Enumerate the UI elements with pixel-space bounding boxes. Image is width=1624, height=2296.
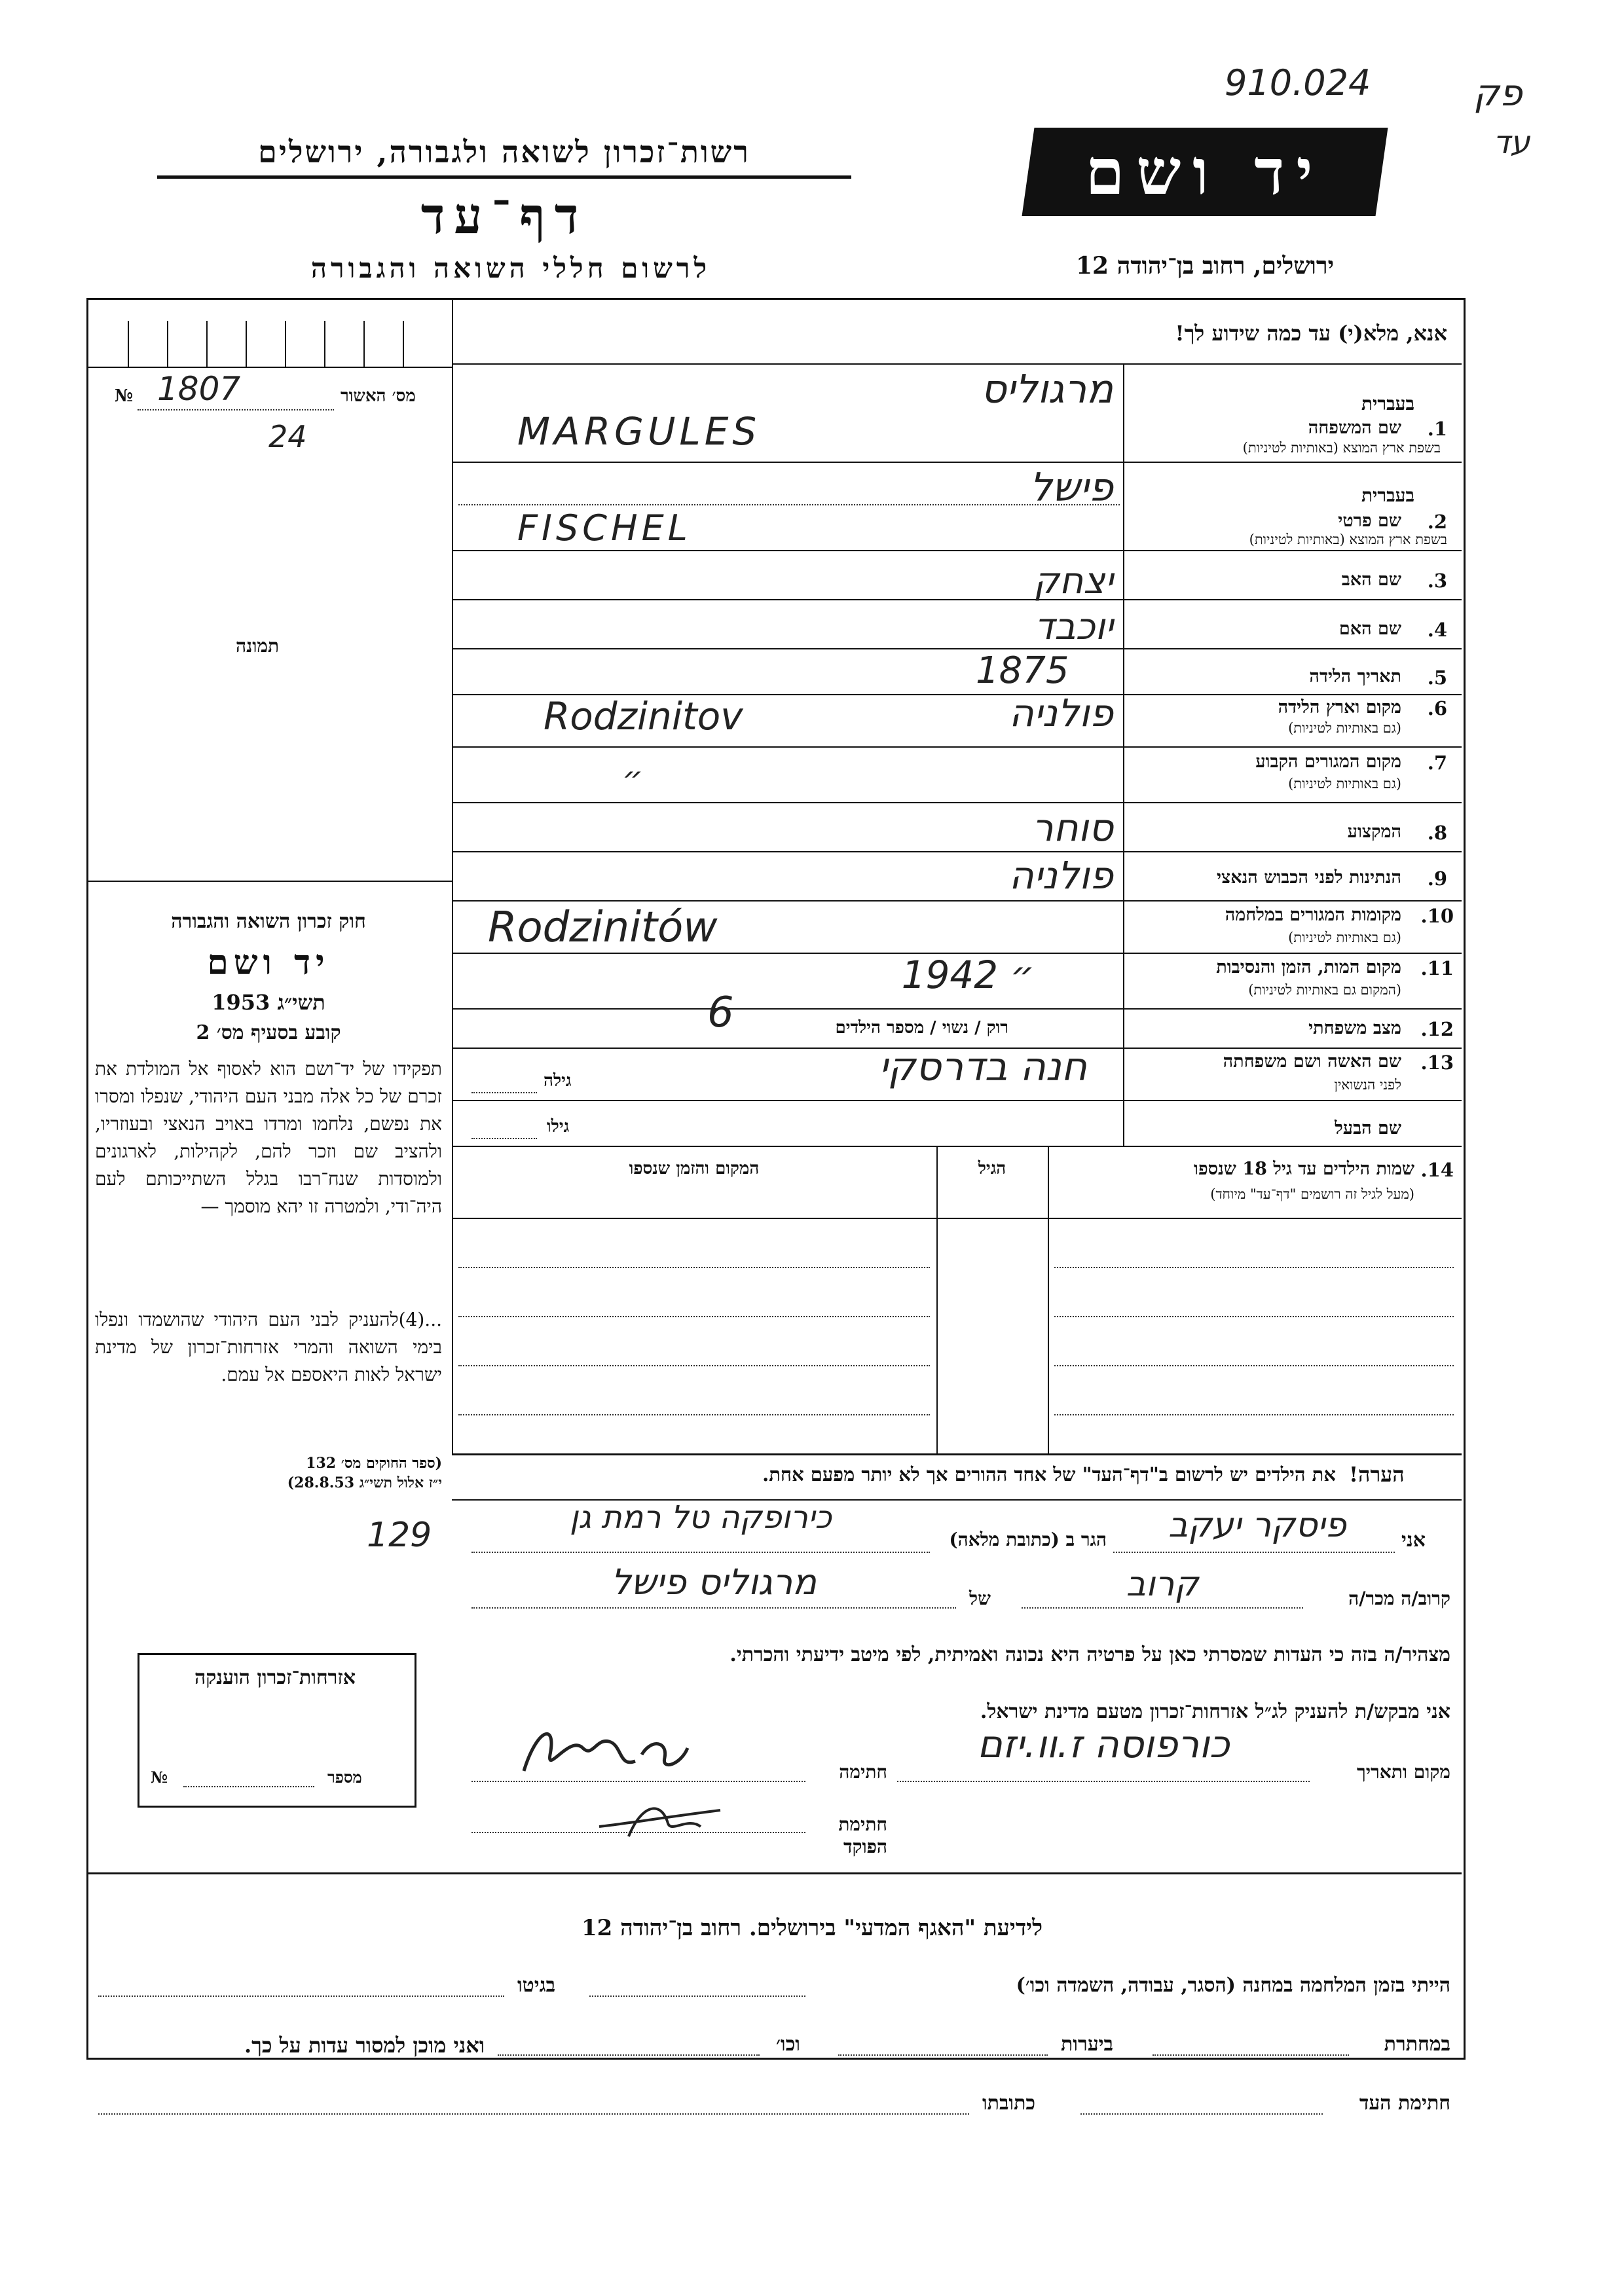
- field-7-sub: (גם באותיות לטיניות): [1288, 776, 1401, 792]
- footer-underground: במחתרת: [1384, 2033, 1450, 2056]
- decl-place-date: מקום ותאריך: [1356, 1761, 1450, 1783]
- field-13-sub: לפני הנשואין: [1334, 1077, 1401, 1093]
- field-2-value-heb: פישל: [1029, 465, 1113, 511]
- field-2-number: 2.: [1427, 511, 1447, 533]
- decl-of-value: מרגוליס פישל: [611, 1561, 817, 1603]
- husband-age-label: גילו: [547, 1117, 570, 1137]
- decl-rel: קרוב/ה מכר/ה: [1348, 1588, 1450, 1609]
- field-5-value: 1875: [976, 649, 1069, 692]
- children-number: 14.: [1420, 1159, 1454, 1181]
- field-10-number: 10.: [1420, 905, 1454, 927]
- children-age-col: הגיל: [978, 1159, 1006, 1178]
- field-10-sub: (גם באותיות לטיניות): [1288, 930, 1401, 945]
- archive-number: 910.024: [1225, 62, 1371, 103]
- field-12-options: רוק / נשוי / מספר הילדים: [835, 1018, 1008, 1038]
- margin-mark: פק: [1473, 72, 1522, 115]
- decl-place-date-value: כורפוסה ז.וו.יזם: [977, 1722, 1230, 1766]
- field-3-value: יצחק: [1033, 560, 1113, 602]
- field-1-number: 1.: [1427, 418, 1447, 440]
- address-line: ירושלים, רחוב בן־יהודה 12: [1075, 252, 1335, 280]
- field-8-label: המקצוע: [1347, 822, 1401, 842]
- footer-witness-sig: חתימת העד: [1359, 2092, 1450, 2115]
- field-12-number: 12.: [1420, 1018, 1454, 1040]
- field-13-value: חנה בדרסקי: [879, 1044, 1087, 1090]
- husband-label: שם הבעל: [1335, 1118, 1401, 1139]
- citizenship-title: אזרחות־זכרון הוענקה: [194, 1666, 356, 1689]
- official-signature: [589, 1791, 747, 1843]
- field-11-sub: (המקום גם באותיות לטיניות): [1248, 982, 1401, 998]
- field-12-value: 6: [707, 989, 734, 1037]
- photo-label: תמונה: [236, 635, 280, 657]
- approval-number: 1807: [157, 370, 241, 408]
- field-1-sub: בשפת ארץ המוצא (באותיות לטיניות): [1242, 440, 1441, 456]
- intro-line: אנא, מלא(י) עד כמה שידוע לך!: [1175, 321, 1447, 346]
- footer-etc: וכו׳: [776, 2033, 800, 2056]
- approval-sub-number: 24: [268, 419, 307, 454]
- field-1-heb-tag: בעברית: [1361, 393, 1414, 414]
- field-6-value-heb: פולניה: [1008, 691, 1113, 735]
- decl-rel-value: קרוב: [1126, 1565, 1199, 1604]
- page-subtitle: לרשום חללי השואה והגבורה: [310, 252, 711, 284]
- decl-signature-label: חתימה: [839, 1761, 887, 1783]
- children-sub: (מעל לגיל זה רושמים "דף־עד" מיוחד): [1210, 1186, 1414, 1202]
- page-title: דף־עד: [420, 187, 588, 245]
- field-1-label: שם המשפחה: [1308, 418, 1401, 438]
- law-ref-1: (ספר החוקים מס׳ 132: [306, 1455, 442, 1472]
- field-9-number: 9.: [1427, 867, 1447, 890]
- field-7-number: 7.: [1427, 752, 1447, 774]
- footer-forests: ביערות: [1061, 2033, 1114, 2056]
- field-7-value: ״: [622, 759, 644, 797]
- law-ref-2: י״ז אלול תשי״ג 28.8.53): [287, 1474, 442, 1491]
- note-text: את הילדים יש לרשום ב"דף־העד" של אחד ההורים אך לא יותר מפעם אחת.: [762, 1463, 1336, 1485]
- field-13-number: 13.: [1420, 1051, 1454, 1074]
- decl-annotation: 129: [367, 1516, 432, 1555]
- decl-official-sig-label: חתימת הפוקד: [838, 1813, 887, 1857]
- field-4-value: יוכבד: [1034, 606, 1113, 648]
- footer-line-1: הייתי בזמן המלחמה במחנה (הסגר, עבודה, השמדה וכו׳): [1016, 1974, 1450, 1997]
- children-place-col: המקום והזמן שנספו: [629, 1159, 760, 1178]
- field-12-label: מצב משפחתי: [1308, 1018, 1401, 1038]
- logo-text: יד ושם: [1085, 135, 1325, 209]
- field-3-label: שם האב: [1341, 570, 1401, 590]
- field-13-label: שם האשה ושם משפחתה: [1223, 1051, 1401, 1072]
- field-11-value: ״ 1942: [901, 953, 1035, 997]
- field-11-number: 11.: [1420, 957, 1454, 979]
- law-name: יד ושם: [207, 943, 330, 983]
- field-1-value-lat: MARGULES: [517, 409, 761, 454]
- declarant-signature: [511, 1709, 720, 1787]
- field-6-number: 6.: [1427, 697, 1447, 720]
- footer-ready: ואני מוכן למסור עדות על כך.: [244, 2033, 485, 2058]
- field-5-label: תאריך הלידה: [1309, 666, 1401, 687]
- decl-statement: מצהיר/ה בזה כי העדות שמסרתי כאן על פרטיה היא נכונה ואמיתית, לפי מיטב ידיעתי והכרתי.: [729, 1643, 1450, 1666]
- note-label: הערה!: [1349, 1462, 1405, 1487]
- field-6-sub: (גם באותיות לטיניות): [1288, 720, 1401, 736]
- footer-ghetto: בגיטו: [517, 1974, 556, 1997]
- field-2-sub: בשפת ארץ המוצא (באותיות לטיניות): [1249, 532, 1447, 547]
- decl-ani-value: פיסקר יעקב: [1168, 1506, 1346, 1545]
- field-7-label: מקום המגורים הקבוע: [1255, 752, 1401, 772]
- field-4-label: שם האם: [1338, 619, 1401, 639]
- field-6-label: מקום וארץ הלידה: [1278, 697, 1401, 718]
- decl-request: אני מבקש/ת להעניק לג״ל אזרחות־זכרון מטעם מדינת ישראל.: [980, 1700, 1450, 1723]
- field-4-number: 4.: [1427, 619, 1447, 641]
- field-9-label: הנתינות לפני הכבוש הנאצי: [1216, 867, 1401, 888]
- footer-heading: לידיעת "האגף המדעי" בירושלים. רחוב בן־יהודה 12: [581, 1915, 1043, 1941]
- field-1-value-heb: מרגוליס: [980, 367, 1113, 412]
- field-3-number: 3.: [1427, 570, 1447, 592]
- field-2-value-lat: FISCHEL: [517, 507, 692, 549]
- decl-resident: הגר ב (כתובת מלאה): [949, 1529, 1107, 1550]
- citizenship-number-label: מספר: [327, 1768, 362, 1787]
- approval-no-sign: №: [115, 386, 134, 406]
- approval-label: מס׳ האשור: [341, 386, 416, 406]
- decl-of: של: [969, 1588, 991, 1609]
- law-title: חוק זכרון השואה והגבורה: [171, 910, 366, 933]
- decl-ani: אני: [1401, 1529, 1426, 1552]
- yad-vashem-logo: [1022, 128, 1388, 216]
- law-body: תפקידו של יד־ושם הוא לאסוף אל המולדת את זכרם של כל אלה מבני העם היהודי, שנפלו ומסרו את נפשם, נלחמו ומרדו באויב הנאצי ובעוזריו, ולהציב שם וזכר להם, לקהילות, לארגונים ולמוסדות שנח־רבו בגלל השתייכותם לעם היה־ודי, ולמטרה זו יהא מוסמך —: [95, 1058, 442, 1217]
- authority-line: רשות־זכרון לשואה ולגבורה, ירושלים: [258, 134, 750, 170]
- decl-resident-value: כירופקה טל רמת גן: [570, 1499, 832, 1536]
- field-5-number: 5.: [1427, 666, 1447, 689]
- field-10-label: מקומות המגורים במלחמה: [1225, 905, 1401, 925]
- field-8-number: 8.: [1427, 822, 1447, 844]
- field-2-label: שם פרטי: [1338, 511, 1401, 531]
- children-label: שמות הילדים עד גיל 18 שנספו: [1194, 1159, 1414, 1179]
- field-10-value: Rodzinitów: [488, 903, 718, 952]
- margin-mark-2: עד: [1493, 124, 1530, 161]
- law-section: קובע בסעיף מס׳ 2: [196, 1021, 341, 1044]
- law-body-2: ...(4)להעניק לבני העם היהודי שהושמדו ונפלו בימי השואה והמרי אזרחות־זכרון של מדינת ישראל לאות היאספם אל עמם.: [95, 1309, 442, 1385]
- field-8-value: סוחר: [1031, 805, 1113, 850]
- field-13-age-label: גילה: [544, 1071, 572, 1091]
- field-2-heb-tag: בעברית: [1361, 484, 1414, 506]
- field-9-value: פולניה: [1008, 853, 1113, 898]
- citizenship-no-sign: №: [151, 1768, 168, 1787]
- field-11-label: מקום המות, הזמן והנסיבות: [1216, 957, 1401, 977]
- field-6-value-lat: Rodzinitov: [544, 694, 743, 738]
- law-year: תשי״ג 1953: [212, 990, 325, 1015]
- footer-address: כתובתו: [982, 2092, 1036, 2115]
